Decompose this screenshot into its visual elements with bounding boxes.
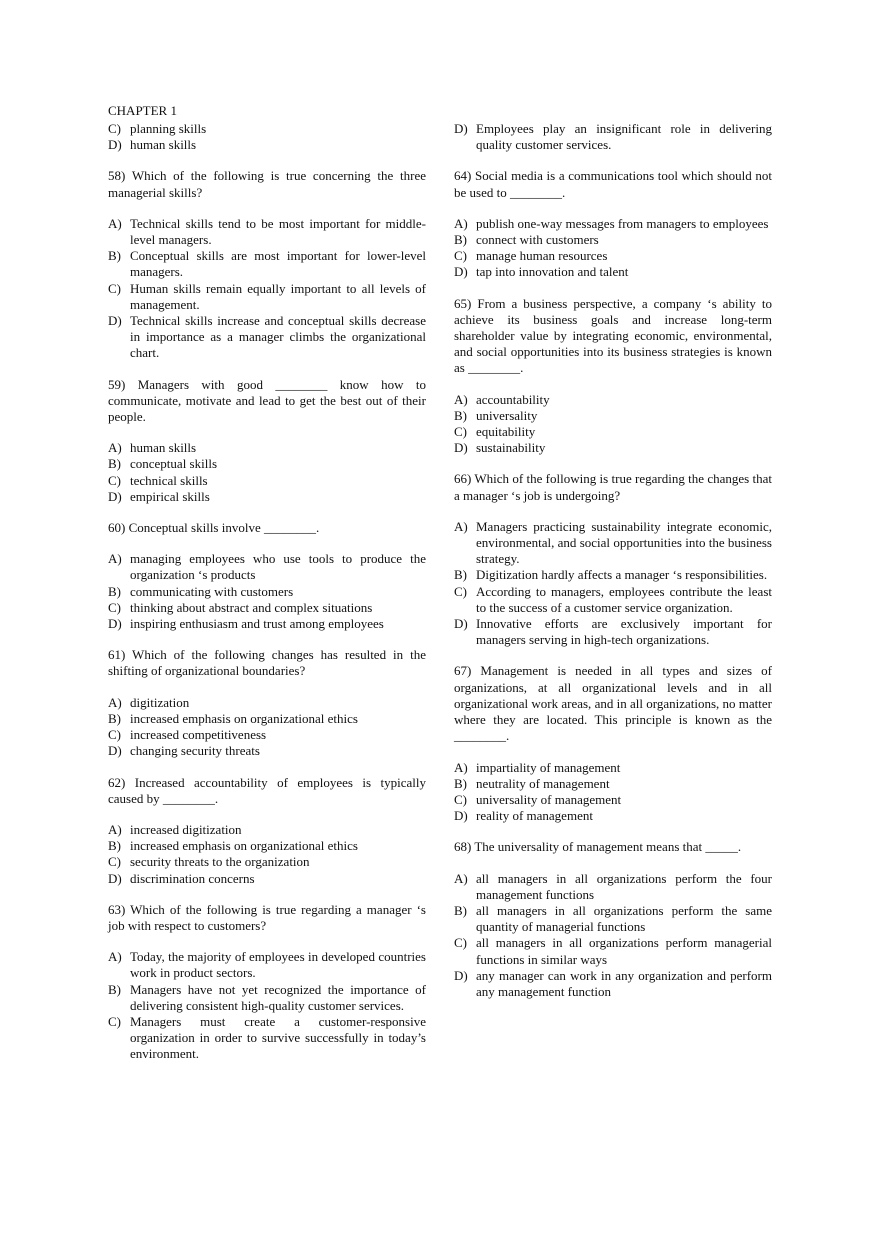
option-text: managing employees who use tools to produce the organization ‘s products [130, 551, 426, 583]
option-letter: A) [108, 440, 122, 456]
answer-option [454, 776, 772, 792]
option-text: Technical skills tend to be most important for middle-level managers. [130, 215, 426, 248]
option-letter: C) [108, 280, 121, 296]
option-letter: A) [454, 518, 468, 534]
option-text: Managers have not yet recognized the importance of delivering consistent high-quality customer services. [130, 981, 426, 1013]
answer-option [454, 232, 772, 248]
option-text: discrimination concerns [130, 870, 255, 886]
option-text: accountability [476, 391, 550, 407]
option-text: increased emphasis on organizational ethics [130, 838, 358, 854]
option-letter: C) [108, 854, 121, 870]
answer-option [454, 616, 772, 648]
option-letter: A) [108, 821, 122, 837]
continued-options [454, 121, 772, 153]
option-text: According to managers, employees contribute the least to the success of a customer service organization. [476, 583, 772, 615]
chapter-heading: CHAPTER 1 [108, 103, 177, 118]
answer-option [454, 968, 772, 1000]
answer-option [108, 727, 426, 743]
option-text: reality of management [476, 808, 593, 824]
option-letter: D) [454, 616, 468, 632]
question-text: 58) Which of the following is true concerning the three managerial skills? [108, 168, 426, 200]
option-text: connect with customers [476, 232, 599, 248]
option-letter: A) [108, 694, 122, 710]
answer-option [454, 216, 772, 232]
question-text: 68) The universality of management means that _____. [454, 839, 742, 855]
answer-option [108, 822, 426, 838]
option-text: all managers in all organizations perform managerial functions in similar ways [476, 935, 772, 967]
option-text: all managers in all organizations perform the four management functions [476, 870, 772, 902]
answer-options [108, 695, 426, 760]
option-text: communicating with customers [130, 583, 294, 599]
question-text: 67) Management is needed in all types and sizes of organizations, at all organizational levels and in all organizational work areas, and in all organizations, no matter where they are located. This principle is known as the ________. [454, 663, 772, 744]
question-text: 59) Managers with good ________ know how to communicate, motivate and lead to get the best out of their people. [108, 376, 426, 425]
continued-options [108, 121, 426, 153]
right-column [454, 121, 772, 1015]
answer-option [454, 121, 772, 153]
option-text: changing security threats [130, 743, 260, 759]
answer-option [108, 281, 426, 313]
option-letter: D) [454, 440, 468, 456]
question-text: 64) Social media is a communications tool which should not be used to ________. [454, 168, 772, 200]
option-letter: A) [454, 759, 468, 775]
question-text: 66) Which of the following is true regarding the changes that a manager ‘s job is undergoing? [454, 471, 772, 503]
option-letter: B) [454, 232, 467, 248]
answer-option [454, 408, 772, 424]
answer-options [454, 519, 772, 649]
option-text: conceptual skills [130, 456, 218, 472]
option-text: security threats to the organization [130, 854, 310, 870]
answer-option [108, 695, 426, 711]
option-text: any manager can work in any organization and perform any management function [476, 967, 772, 999]
answer-option [108, 600, 426, 616]
answer-option [454, 248, 772, 264]
option-text: all managers in all organizations perform the same quantity of managerial functions [476, 902, 772, 935]
option-letter: B) [454, 407, 467, 423]
answer-option [454, 440, 772, 456]
answer-option [108, 1014, 426, 1063]
option-letter: A) [454, 215, 468, 231]
option-letter: C) [108, 121, 121, 136]
answer-option [108, 949, 426, 981]
option-text: inspiring enthusiasm and trust among employees [130, 616, 384, 632]
option-letter: C) [454, 935, 467, 951]
option-letter: A) [108, 551, 122, 567]
option-letter: D) [108, 488, 122, 504]
answer-options [108, 440, 426, 505]
option-text: technical skills [130, 472, 208, 488]
answer-option [108, 711, 426, 727]
option-text: universality [476, 407, 538, 423]
option-text: Employees play an insignificant role in delivering quality customer services. [476, 121, 772, 153]
question-text: 65) From a business perspective, a company ‘s ability to achieve its business goals and increase long-term shareholder value by integrating economic, environmental, and social opportunities into its business strategies is known as ________. [454, 295, 772, 376]
answer-option [108, 616, 426, 632]
answer-options [454, 392, 772, 457]
option-letter: B) [454, 775, 467, 791]
option-text: Digitization hardly affects a manager ‘s responsibilities. [476, 567, 768, 583]
option-letter: B) [108, 710, 121, 726]
question-text: 61) Which of the following changes has resulted in the shifting of organizational boundaries? [108, 647, 426, 679]
option-letter: D) [108, 870, 122, 886]
option-letter: D) [108, 137, 122, 153]
answer-option [454, 584, 772, 616]
answer-options [454, 216, 772, 281]
option-letter: C) [108, 1013, 121, 1029]
option-text: increased digitization [130, 821, 242, 837]
option-text: Today, the majority of employees in developed countries work in product sectors. [130, 949, 426, 981]
option-letter: D) [454, 967, 468, 983]
option-text: impartiality of management [476, 759, 621, 775]
answer-option [108, 456, 426, 472]
answer-option [454, 903, 772, 935]
answer-options [454, 871, 772, 1001]
answer-option [108, 838, 426, 854]
option-letter: C) [108, 727, 121, 743]
option-letter: C) [454, 248, 467, 264]
answer-options [108, 822, 426, 887]
option-text: Innovative efforts are exclusively important for managers serving in high-tech organizations. [476, 616, 772, 648]
answer-option [454, 792, 772, 808]
option-letter: D) [454, 264, 468, 280]
option-letter: D) [108, 743, 122, 759]
option-text: equitability [476, 424, 536, 440]
answer-option [454, 760, 772, 776]
answer-option [108, 743, 426, 759]
answer-option [108, 313, 426, 362]
option-letter: C) [454, 583, 467, 599]
answer-option [454, 935, 772, 967]
option-text: manage human resources [476, 248, 608, 264]
question-text: 60) Conceptual skills involve ________. [108, 520, 320, 536]
option-letter: A) [454, 391, 468, 407]
answer-options [108, 551, 426, 632]
question-text: 62) Increased accountability of employees is typically caused by ________. [108, 774, 426, 806]
answer-option [108, 584, 426, 600]
option-letter: B) [108, 583, 121, 599]
answer-option [454, 424, 772, 440]
option-letter: B) [108, 248, 121, 264]
answer-option [454, 567, 772, 583]
option-text: Technical skills increase and conceptual skills decrease in importance as a manager climbs the organizational chart. [130, 313, 426, 361]
option-text: sustainability [476, 440, 546, 456]
option-letter: B) [454, 902, 467, 918]
option-letter: A) [454, 870, 468, 886]
option-letter: A) [108, 215, 122, 231]
option-text: universality of management [476, 791, 622, 807]
option-letter: D) [454, 808, 468, 824]
option-letter: C) [108, 599, 121, 615]
answer-option [108, 489, 426, 505]
option-text: tap into innovation and talent [476, 264, 629, 280]
answer-option [454, 519, 772, 568]
answer-option [108, 216, 426, 248]
option-text: empirical skills [130, 488, 210, 504]
option-text: digitization [130, 694, 190, 710]
option-text: publish one-way messages from managers to employees [476, 215, 769, 231]
question-text: 63) Which of the following is true regarding a manager ‘s job with respect to customers? [108, 901, 426, 933]
option-letter: B) [454, 567, 467, 583]
answer-options [108, 949, 426, 1062]
option-letter: C) [454, 791, 467, 807]
option-letter: A) [108, 949, 122, 965]
option-text: neutrality of management [476, 775, 610, 791]
answer-option [108, 551, 426, 583]
option-letter: B) [108, 456, 121, 472]
option-text: Human skills remain equally important to all levels of management. [130, 280, 426, 312]
option-letter: B) [108, 838, 121, 854]
answer-option [108, 248, 426, 280]
option-text: increased emphasis on organizational ethics [130, 710, 358, 726]
option-letter: D) [108, 313, 122, 329]
answer-option [108, 137, 426, 153]
answer-options [108, 216, 426, 362]
answer-option [454, 392, 772, 408]
answer-option [108, 982, 426, 1014]
answer-option [108, 854, 426, 870]
option-text: thinking about abstract and complex situations [130, 599, 373, 615]
answer-options [454, 760, 772, 825]
answer-option [454, 871, 772, 903]
answer-option [108, 440, 426, 456]
answer-option [108, 871, 426, 887]
option-letter: D) [108, 616, 122, 632]
option-text: human skills [130, 137, 197, 153]
option-text: Managers practicing sustainability integrate economic, environmental, and social opportunities into the business strategy. [476, 518, 772, 567]
answer-option [454, 264, 772, 280]
option-text: Managers must create a customer-responsive organization in order to survive successfully in today’s environment. [130, 1013, 426, 1062]
answer-option [454, 808, 772, 824]
option-letter: C) [108, 472, 121, 488]
option-text: Conceptual skills are most important for lower-level managers. [130, 248, 426, 280]
answer-option [108, 121, 426, 137]
option-letter: B) [108, 981, 121, 997]
option-text: increased competitiveness [130, 727, 267, 743]
left-column [108, 121, 426, 1078]
option-text: planning skills [130, 121, 207, 136]
option-letter: C) [454, 424, 467, 440]
option-letter: D) [454, 121, 468, 136]
option-text: human skills [130, 440, 197, 456]
answer-option [108, 473, 426, 489]
